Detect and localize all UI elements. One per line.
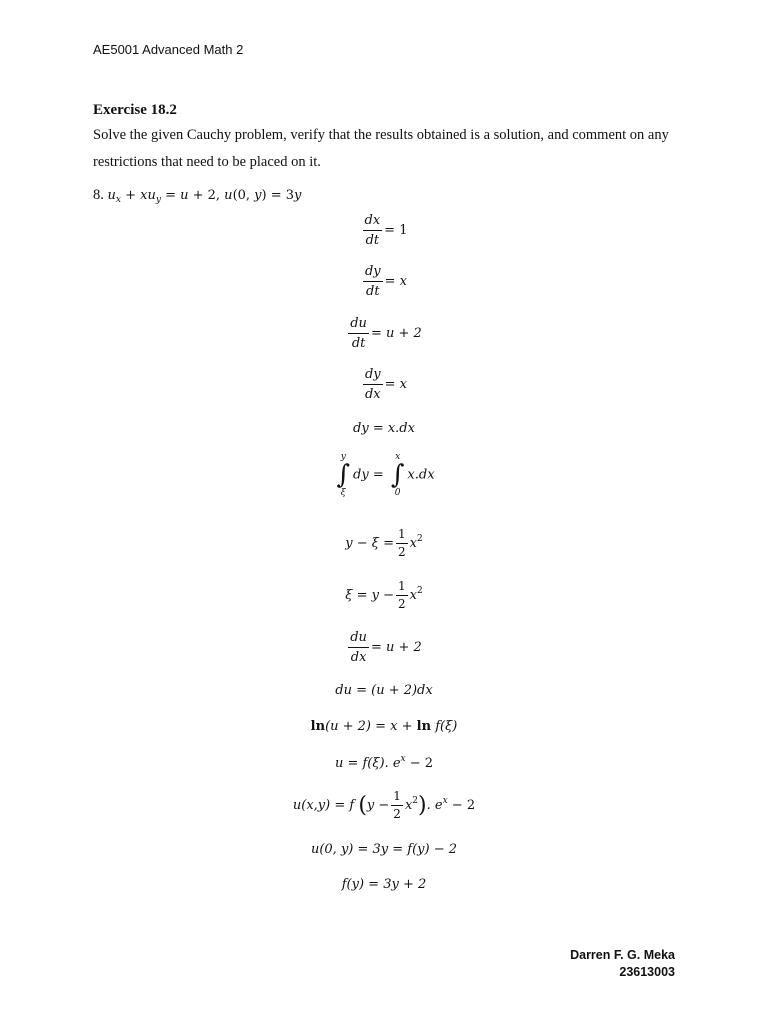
equation-initial-condition: u(0, y) = 3y = f(y) − 2 [310,842,458,857]
equation-variable: x [409,588,417,603]
exponent: 2 [412,796,419,806]
author-block [570,947,675,981]
equation-rhs: = x [384,377,408,392]
lower-limit: 0 [394,488,401,498]
integral-sign: x ∫ 0 [390,452,405,498]
lower-limit: ξ [340,488,346,498]
exercise-title: Exercise 18.2 [93,102,177,118]
equation-lhs: ξ = y − [345,588,394,603]
exponent: x [400,754,406,764]
fraction-numerator: 1 [396,528,408,544]
fraction-numerator: dy [363,367,383,385]
exponent: 2 [416,586,423,596]
equation-middle: (u + 2) = x + [325,719,413,734]
problem-statement [93,187,301,205]
integrand: x.dx [407,467,435,483]
fraction-numerator: dy [363,264,383,282]
equation-xi [0,580,768,611]
equation-dy-dt [0,264,768,299]
problem-number: 8. [93,187,104,203]
equation-dy-xdx: dy = x.dx [353,421,415,436]
equation-tail: f(ξ) [435,719,458,734]
equation-y-minus-xi [0,528,768,559]
equation-variable: x [404,798,413,813]
course-header: AE5001 Advanced Math 2 [93,42,244,57]
equation-lhs: y − ξ = [345,536,394,551]
fraction-numerator: 1 [396,580,408,596]
exponent: 2 [416,534,423,544]
equation-dx-dt [0,213,768,248]
equation-u-general [0,754,768,771]
equation-u-xy: u(x,y) = f (y − $\frac{1}{2}$ $x^2$). $e^x - 2$ [292,789,476,821]
inner-expression: y − [366,798,390,813]
fraction-denominator: 2 [397,597,406,611]
equation-du-dx [0,630,768,665]
upper-limit: y [340,452,346,462]
fraction-denominator: dx [350,650,367,665]
fraction-numerator: dx [363,213,383,231]
equation-lhs: u(x,y) = f [292,798,355,813]
integral-sign: y ∫ ξ [336,452,351,498]
ln-operator: ln [416,719,432,734]
author-id: 23613003 [619,965,675,979]
integrand: dy = [353,467,384,483]
exercise-intro: Solve the given Cauchy problem, verify that the results obtained is a solution, and comment on any restrictions that need to be placed on it. [93,127,669,170]
equation-du-dt [0,316,768,351]
problem-equation: $u_x + xu_y = u + 2$, u(0, y) = 3y [107,188,302,205]
exponent: x [442,796,448,806]
equation-f-of-y: f(y) = 3y + 2 [341,877,427,892]
fraction-denominator: dt [351,336,366,351]
equation-tail: − 2 [409,756,434,771]
equation-dy-dx [0,367,768,402]
fraction-numerator: 1 [391,790,403,806]
fraction-denominator: dt [365,233,380,248]
ln-operator: ln [310,719,326,734]
equation-rhs: = u + 2 [370,326,422,341]
equation-rhs: = u + 2 [370,640,422,655]
upper-limit: x [395,452,401,462]
equation-rhs: = 1 [384,223,408,238]
equation-du-separated: du = (u + 2)dx [335,683,433,698]
equation-variable: x [409,536,417,551]
fraction-denominator: dt [366,284,380,299]
fraction-denominator: 2 [397,545,406,559]
equation-integrals [0,452,768,498]
equation-body: u = f(ξ). e [334,756,401,771]
fraction-denominator: 2 [393,807,401,821]
fraction-numerator: du [348,316,369,334]
author-name: Darren F. G. Meka [570,948,675,962]
fraction-numerator: du [348,630,369,648]
fraction-denominator: dx [364,387,381,402]
equation-rhs: = x [384,274,408,289]
exp-base: . e [426,798,443,813]
equation-log [0,719,768,734]
equation-tail: − 2 [451,798,476,813]
